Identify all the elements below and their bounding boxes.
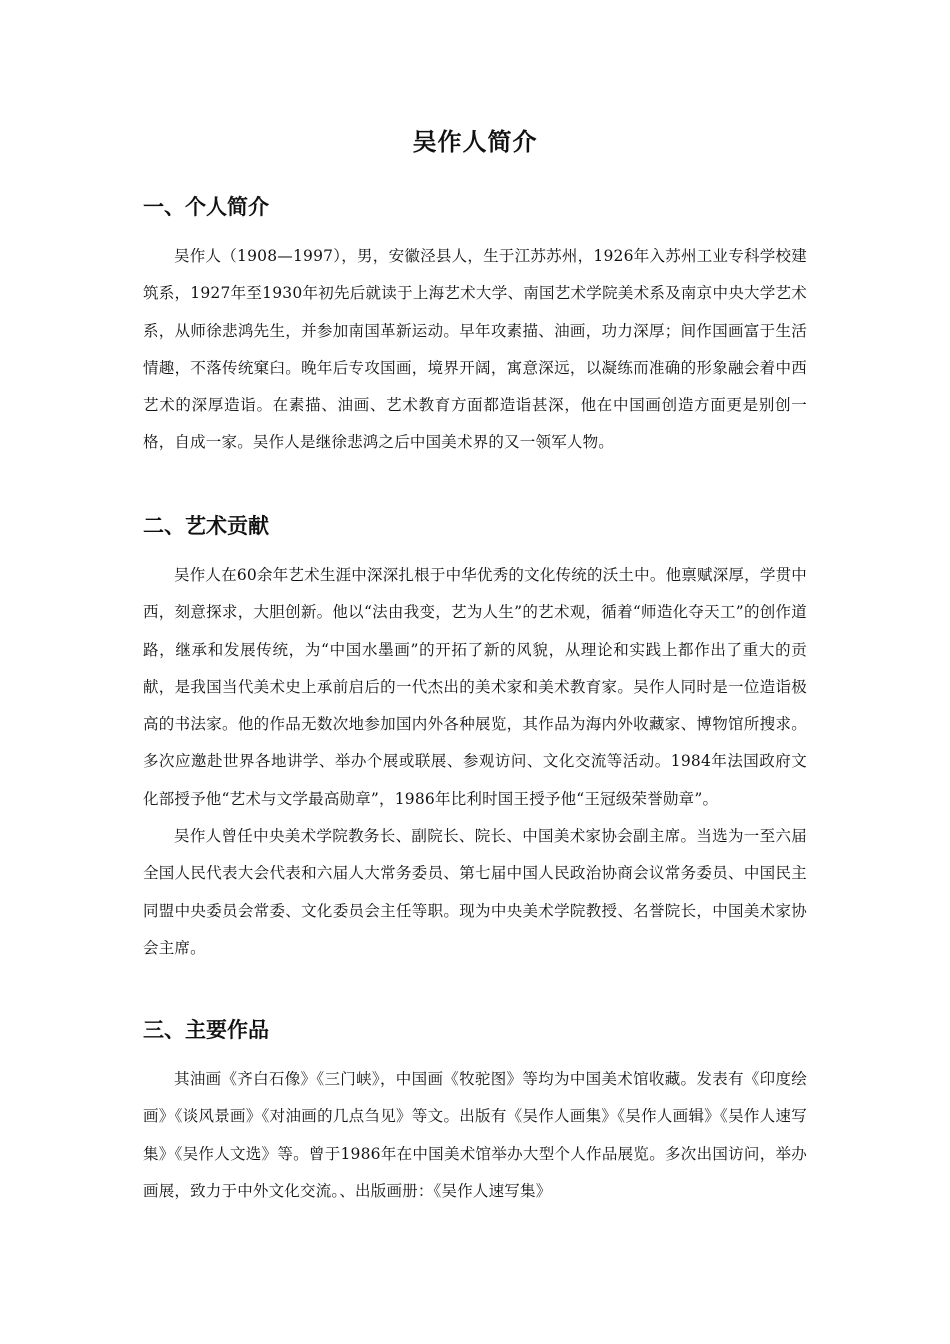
document-title: 吴作人简介 [412,128,538,156]
body-paragraph: 吴作人曾任中央美术学院教务长、副院长、院长、中国美术家协会副主席。当选为一至六届全国人民代表大会代表和六届人大常务委员、第七届中国人民政治协商会议常务委员、中国民主同盟中央委员会常委、文化委员会主任等职。现为中央美术学院教授、名誉院长，中国美术家协会主席。 [143,827,807,957]
section-heading: 二、艺术贡献 [143,514,269,538]
section-personal-intro [143,191,807,462]
section-major-works [143,1014,807,1210]
body-paragraph: 其油画《齐白石像》《三门峡》，中国画《牧驼图》等均为中国美术馆收藏。发表有《印度绘画》《谈风景画》《对油画的几点刍见》等文。出版有《吴作人画集》《吴作人画辑》《吴作人速写集》《吴作人文选》等。曾于1986年在中国美术馆举办大型个人作品展览。多次出国访问，举办画展，致力于中外文化交流。、出版画册：《吴作人速写集》 [143,1070,807,1200]
section-heading: 三、主要作品 [143,1018,269,1042]
section-heading: 一、个人简介 [143,195,269,219]
body-paragraph: 吴作人（1908—1997），男，安徽泾县人，生于江苏苏州，1926年入苏州工业专科学校建筑系，1927年至1930年初先后就读于上海艺术大学、南国艺术学院美术系及南京中央大学艺术系，从师徐悲鸿先生，并参加南国革新运动。早年攻素描、油画，功力深厚；间作国画富于生活情趣，不落传统窠臼。晚年后专攻国画，境界开阔，寓意深远，以凝练而准确的形象融会着中西艺术的深厚造诣。在素描、油画、艺术教育方面都造诣甚深，他在中国画创造方面更是别创一格，自成一家。吴作人是继徐悲鸿之后中国美术界的又一领军人物。 [143,247,807,452]
section-art-contribution [143,510,807,967]
body-paragraph: 吴作人在60余年艺术生涯中深深扎根于中华优秀的文化传统的沃土中。他禀赋深厚，学贯中西，刻意探求，大胆创新。他以“法由我变，艺为人生”的艺术观，循着“师造化夺天工”的创作道路，继承和发展传统，为“中国水墨画”的开拓了新的风貌，从理论和实践上都作出了重大的贡献，是我国当代美术史上承前启后的一代杰出的美术家和美术教育家。吴作人同时是一位造诣极高的书法家。他的作品无数次地参加国内外各种展览，其作品为海内外收藏家、博物馆所搜求。多次应邀赴世界各地讲学、举办个展或联展、参观访问、文化交流等活动。1984年法国政府文化部授予他“艺术与文学最高勋章”，1986年比利时国王授予他“王冠级荣誉勋章”。 [143,566,807,808]
